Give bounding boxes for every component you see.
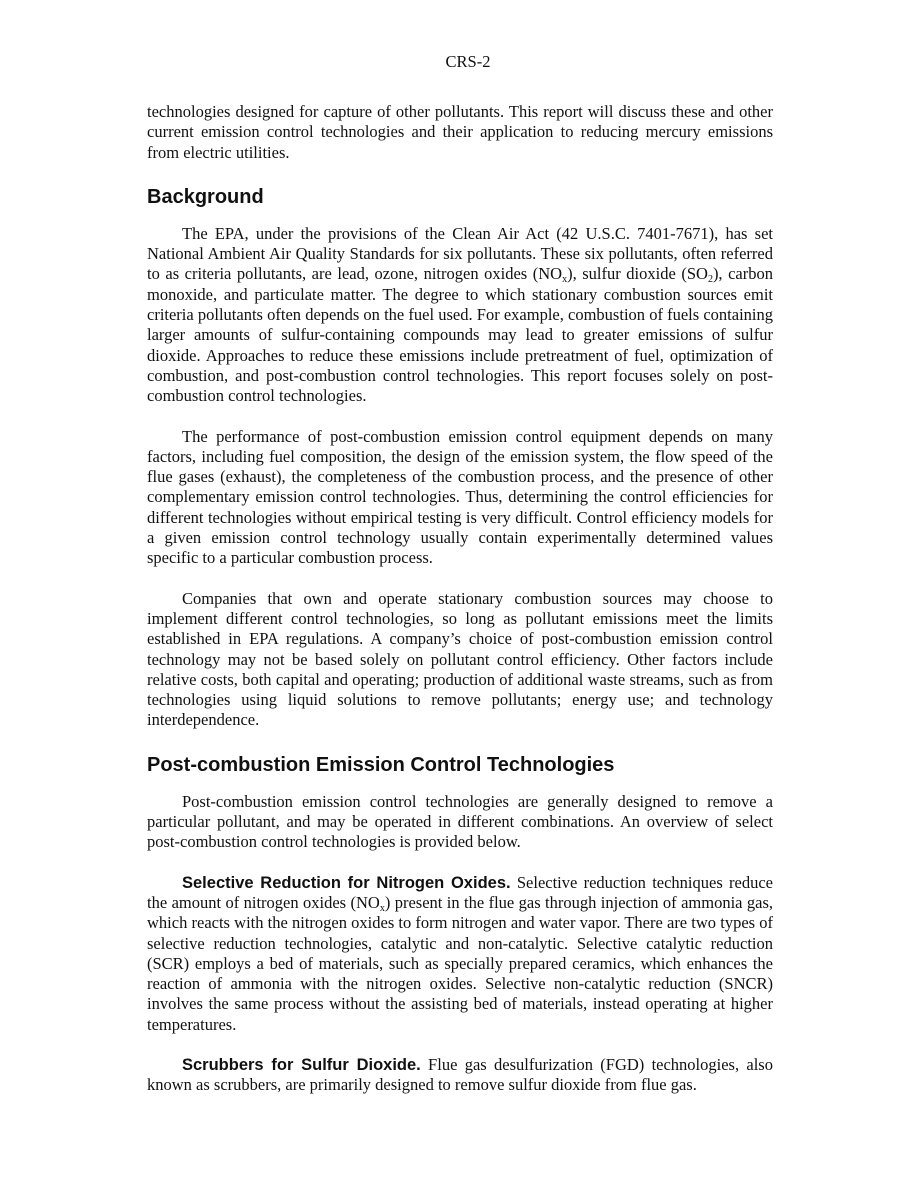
selective-reduction-paragraph: Selective Reduction for Nitrogen Oxides. Selective reduction techniques reduce the amount of nitrogen oxides $(NO_x)$ present in the flue gas through injection of ammonia gas, which reacts with the nitrogen oxides to form nitrogen and water vapor. There are two types of selective reduction technologies, catalytic and non-catalytic. Selective catalytic reduction (SCR) employs a bed of materials, such as specially prepared ceramics, which enhances the reaction of ammonia with the nitrogen oxides. Selective non-catalytic reduction (SNCR) involves the same process without the assisting bed of materials, instead operating at higher temperatures.: [147, 872, 773, 1034]
document-page: [147, 52, 773, 1096]
scrubbers-paragraph: Scrubbers for Sulfur Dioxide. Flue gas desulfurization (FGD) technologies, also known as scrubbers, are primarily designed to remove sulfur dioxide from flue gas.: [147, 1054, 773, 1095]
selective-reduction-title: Selective Reduction for Nitrogen Oxides.: [182, 873, 511, 892]
scrubbers-title: Scrubbers for Sulfur Dioxide.: [182, 1055, 421, 1074]
post-combustion-paragraph-1: Post-combustion emission control technologies are generally designed to remove a particular pollutant, and may be operated in different combinations. An overview of select post-combustion control technologies is provided below.: [147, 791, 773, 852]
background-heading: Background: [147, 185, 264, 208]
page-number: CRS-2: [445, 52, 491, 71]
post-combustion-heading: Post-combustion Emission Control Technologies: [147, 753, 615, 776]
background-paragraph-3: Companies that own and operate stationary combustion sources may choose to implement different control technologies, so long as pollutant emissions meet the limits established in EPA regulations. A company’s choice of post-combustion emission control technology may not be based solely on pollutant control efficiency. Other factors include relative costs, both capital and operating; production of additional waste streams, such as from technologies using liquid solutions to remove pollutants; energy use; and technology interdependence.: [147, 588, 773, 730]
background-paragraph-2: The performance of post-combustion emission control equipment depends on many factors, including fuel composition, the design of the emission system, the flow speed of the flue gases (exhaust), the completeness of the combustion process, and the presence of other complementary emission control technologies. Thus, determining the control efficiencies for different technologies without empirical testing is very difficult. Control efficiency models for a given emission control technology usually contain experimentally determined values specific to a particular combustion process.: [147, 426, 773, 568]
background-paragraph-1: The EPA, under the provisions of the Clean Air Act (42 U.S.C. 7401-7671), has set National Ambient Air Quality Standards for six pollutants. These six pollutants, often referred to as criteria pollutants, are lead, ozone, nitrogen oxides $(NO_x)$, sulfur dioxide $(SO_2)$, carbon monoxide, and particulate matter. The degree to which stationary combustion sources emit criteria pollutants often depends on the fuel used. For example, combustion of fuels containing larger amounts of sulfur-containing compounds may lead to greater emissions of sulfur dioxide. Approaches to reduce these emissions include pretreatment of fuel, optimization of combustion, and post-combustion control technologies. This report focuses solely on post-combustion control technologies.: [147, 223, 773, 406]
intro-paragraph: technologies designed for capture of other pollutants. This report will discuss these and other current emission control technologies and their application to reducing mercury emissions from electric utilities.: [147, 102, 773, 162]
